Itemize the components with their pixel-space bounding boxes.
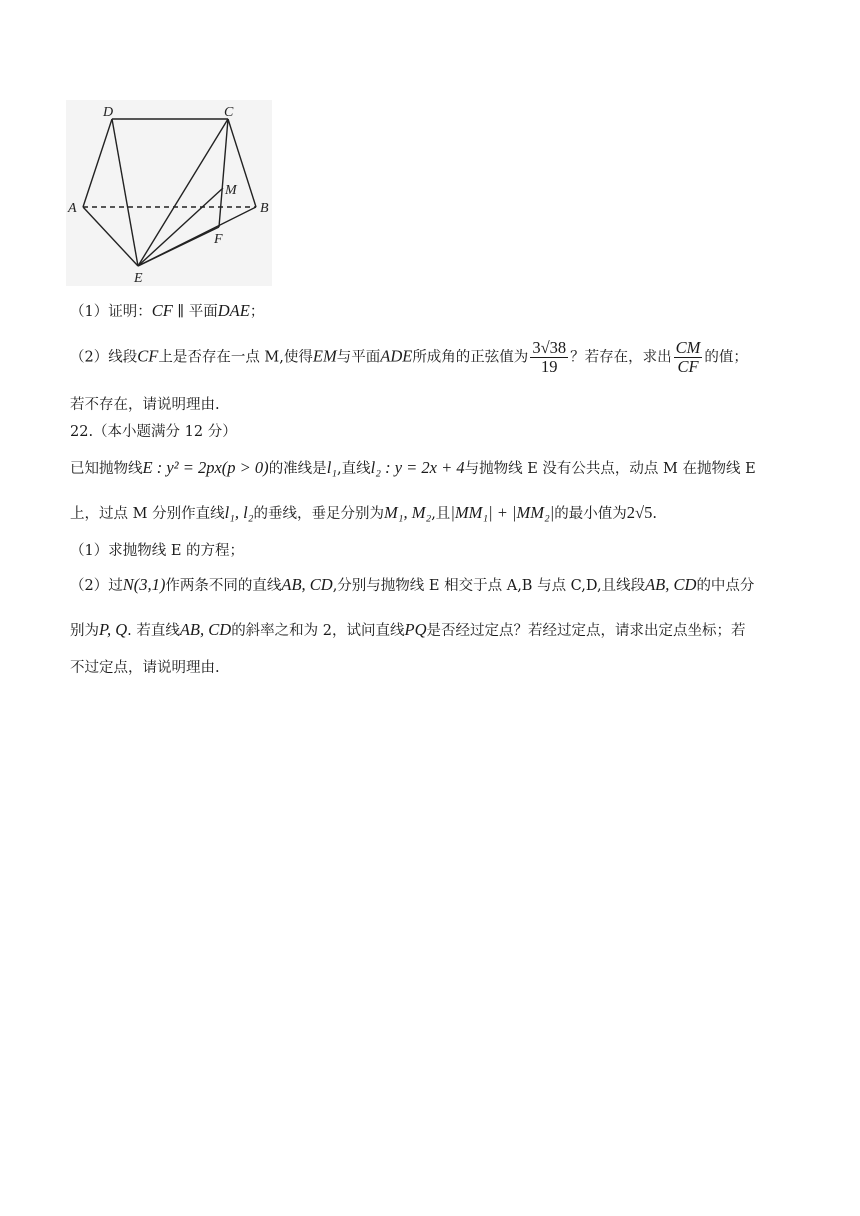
label-e: E <box>134 271 143 286</box>
question-22-part-2-line-3: 不过定点，请说明理由. <box>70 660 220 676</box>
label-m: M <box>225 183 237 198</box>
fraction-sine: $\frac{3√38}{19}$ <box>532 338 567 376</box>
label-d: D <box>103 105 114 120</box>
sub-question-2: （2）线段CF上是否存在一点 M,使得EM与平面ADE所成角的正弦值为 $\frac{3√38}{19}$ ？若存在，求出 $\frac{CM}{CF}$ 的值； <box>70 338 748 376</box>
label-f: F <box>214 232 223 247</box>
question-22-line-1: 已知抛物线E : y² = 2px(p > 0)的准线是l₁,直线l₂ : y = 2x + 4与抛物线 E 没有公共点，动点 M 在抛物线 E <box>70 458 756 477</box>
question-22-heading: 22.（本小题满分 12 分） <box>70 424 237 440</box>
question-22-part-2-line-2: 别为P, Q. 若直线AB, CD的斜率之和为 2，试问直线PQ是否经过定点？若经过定点，请求出定点坐标；若 <box>70 620 746 639</box>
question-22-line-2: 上，过点 M 分别作直线l₁, l₂的垂线，垂足分别为M₁, M₂,且|MM₁| + |MM₂|的最小值为2√5. <box>70 503 657 522</box>
label-a: A <box>68 201 77 216</box>
fraction-cm-cf: $\frac{CM}{CF}$ <box>675 338 701 376</box>
question-22-part-1: （1）求抛物线 E 的方程； <box>70 543 245 559</box>
sub-question-2-cont: 若不存在，请说明理由. <box>70 397 220 413</box>
geometry-figure <box>66 100 272 286</box>
label-b: B <box>260 201 269 216</box>
sub-question-1: （1）证明：CF ∥ 平面DAE； <box>70 301 265 320</box>
label-c: C <box>224 105 234 120</box>
question-22-part-2-line-1: （2）过N(3,1)作两条不同的直线AB, CD,分别与抛物线 E 相交于点 A,B 与点 C,D,且线段AB, CD的中点分 <box>70 575 755 594</box>
